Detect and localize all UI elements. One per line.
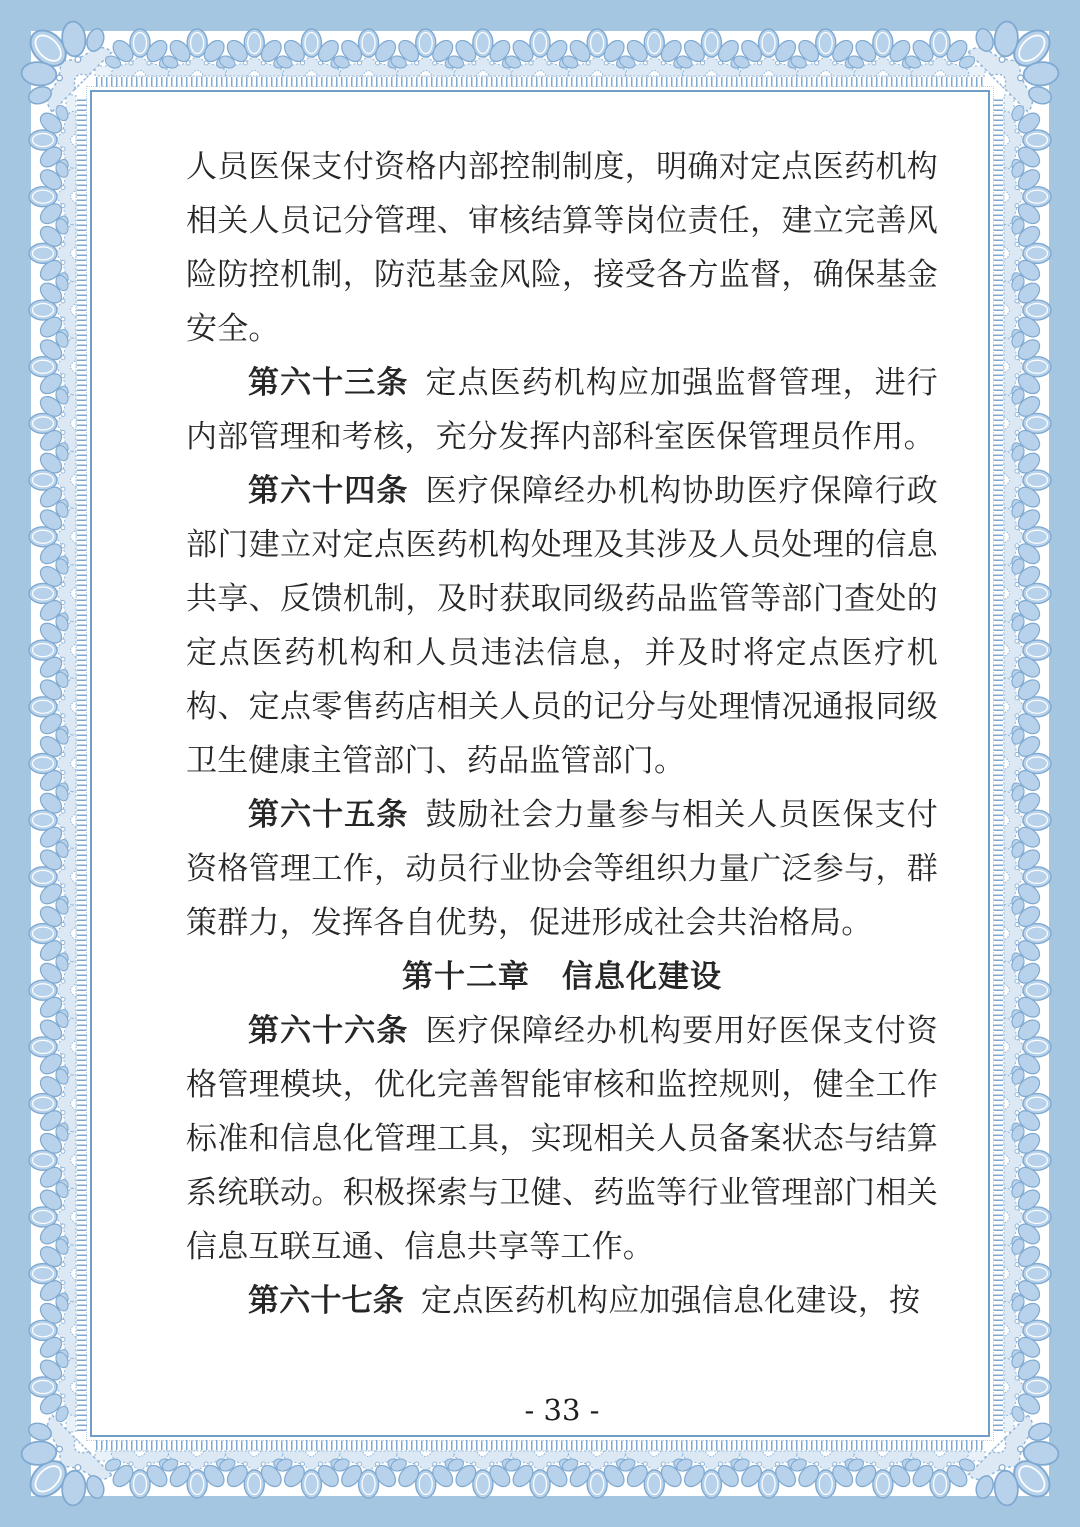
flower-cluster — [29, 954, 76, 1027]
flower-cluster — [161, 1451, 234, 1498]
flower-cluster — [29, 1237, 76, 1310]
flower-cluster — [1004, 103, 1051, 176]
body-text — [186, 140, 938, 1328]
flower-cluster — [332, 29, 405, 76]
flower-cluster — [29, 557, 76, 630]
flower-cluster — [846, 29, 919, 76]
flower-cluster — [1004, 1237, 1051, 1310]
flower-cluster — [389, 29, 462, 76]
flower-cluster — [29, 1010, 76, 1083]
flower-cluster — [1004, 1124, 1051, 1197]
flower-cluster — [29, 1124, 76, 1197]
flower-cluster — [1004, 1294, 1051, 1367]
flower-cluster — [1004, 160, 1051, 233]
flower-cluster — [275, 29, 348, 76]
flower-cluster — [446, 1451, 519, 1498]
flower-cluster — [332, 1451, 405, 1498]
flower-cluster — [1004, 1180, 1051, 1253]
flower-cluster — [29, 840, 76, 913]
flower-cluster — [503, 1451, 576, 1498]
article-number: 第六十五条 — [248, 797, 409, 833]
flower-cluster — [1004, 500, 1051, 573]
flower-cluster — [1004, 840, 1051, 913]
flower-cluster — [903, 29, 976, 76]
flower-cluster — [29, 1180, 76, 1253]
paragraph: 第六十三条 定点医药机构应加强监督管理，进行内部管理和考核，充分发挥内部科室医保管理员作用。 — [186, 365, 938, 455]
flower-cluster — [1004, 557, 1051, 630]
flower-cluster — [29, 217, 76, 290]
paragraph: 第六十五条 鼓励社会力量参与相关人员医保支付资格管理工作，动员行业协会等组织力量广泛参与，群策群力，发挥各自优势，促进形成社会共治格局。 — [186, 797, 938, 941]
flower-cluster — [846, 1451, 919, 1498]
flower-cluster — [732, 1451, 805, 1498]
flower-cluster — [389, 1451, 462, 1498]
flower-cluster — [161, 29, 234, 76]
flower-cluster — [675, 1451, 748, 1498]
flower-cluster — [1004, 387, 1051, 460]
flower-cluster — [1004, 1010, 1051, 1083]
flower-cluster — [29, 614, 76, 687]
paragraph: 第六十六条 医疗保障经办机构要用好医保支付资格管理模块，优化完善智能审核和监控规则，健全工作标准和信息化管理工具，实现相关人员备案状态与结算系统联动。积极探索与卫健、药监等行业管理部门相关信息互联互通、信息共享等工作。 — [186, 1013, 938, 1265]
chapter-heading: 第十二章 信息化建设 — [402, 959, 722, 994]
flower-cluster — [275, 1451, 348, 1498]
flower-cluster — [218, 29, 291, 76]
flower-cluster — [29, 273, 76, 346]
flower-cluster — [29, 500, 76, 573]
flower-cluster — [29, 387, 76, 460]
flower-cluster — [103, 29, 176, 76]
flower-cluster — [618, 1451, 691, 1498]
flower-cluster — [103, 1451, 176, 1498]
article-number: 第六十三条 — [248, 365, 409, 401]
flower-cluster — [1004, 1067, 1051, 1140]
flower-cluster — [1004, 1350, 1051, 1423]
flower-cluster — [29, 670, 76, 743]
flower-cluster — [1004, 670, 1051, 743]
flower-cluster — [1004, 897, 1051, 970]
article-number: 第六十六条 — [248, 1013, 409, 1049]
flower-cluster — [29, 444, 76, 517]
page-content — [92, 92, 988, 1435]
flower-cluster — [1004, 614, 1051, 687]
flower-cluster — [29, 784, 76, 857]
fringe-ticks-left — [77, 96, 87, 1431]
flower-cluster — [618, 29, 691, 76]
page-number: - 33 - — [524, 1393, 600, 1427]
flower-cluster — [1004, 784, 1051, 857]
paragraph: 人员医保支付资格内部控制制度，明确对定点医药机构相关人员记分管理、审核结算等岗位责任，建立完善风险防控机制，防范基金风险，接受各方监督，确保基金安全。 — [186, 149, 938, 347]
flower-cluster — [1004, 217, 1051, 290]
flower-cluster — [789, 1451, 862, 1498]
fringe-ticks-top — [96, 77, 984, 87]
flower-cluster — [29, 1294, 76, 1367]
fringe-ticks-right — [993, 96, 1003, 1431]
flower-cluster — [503, 29, 576, 76]
flower-cluster — [561, 1451, 634, 1498]
flower-cluster — [1004, 444, 1051, 517]
flower-cluster — [789, 29, 862, 76]
flower-cluster — [446, 29, 519, 76]
flower-cluster — [29, 330, 76, 403]
flower-cluster — [1004, 954, 1051, 1027]
paragraph: 第六十七条 定点医药机构应加强信息化建设，按 — [248, 1283, 921, 1319]
flower-cluster — [1004, 727, 1051, 800]
flower-cluster — [29, 160, 76, 233]
flower-cluster — [218, 1451, 291, 1498]
flower-cluster — [732, 29, 805, 76]
flower-cluster — [29, 1350, 76, 1423]
flower-cluster — [903, 1451, 976, 1498]
paragraph: 第六十四条 医疗保障经办机构协助医疗保障行政部门建立对定点医药机构处理及其涉及人员处理的信息共享、反馈机制，及时获取同级药品监管等部门查处的定点医药机构和人员违法信息，并及时将定点医疗机构、定点零售药店相关人员的记分与处理情况通报同级卫生健康主管部门、药品监管部门。 — [186, 473, 938, 779]
fringe-ticks-bottom — [96, 1440, 984, 1450]
flower-cluster — [561, 29, 634, 76]
flower-cluster — [675, 29, 748, 76]
flower-cluster — [29, 727, 76, 800]
flower-cluster — [1004, 330, 1051, 403]
flower-cluster — [1004, 273, 1051, 346]
flower-cluster — [29, 103, 76, 176]
flower-cluster — [29, 897, 76, 970]
article-number: 第六十七条 — [248, 1283, 404, 1319]
flower-cluster — [29, 1067, 76, 1140]
article-number: 第六十四条 — [248, 473, 409, 509]
